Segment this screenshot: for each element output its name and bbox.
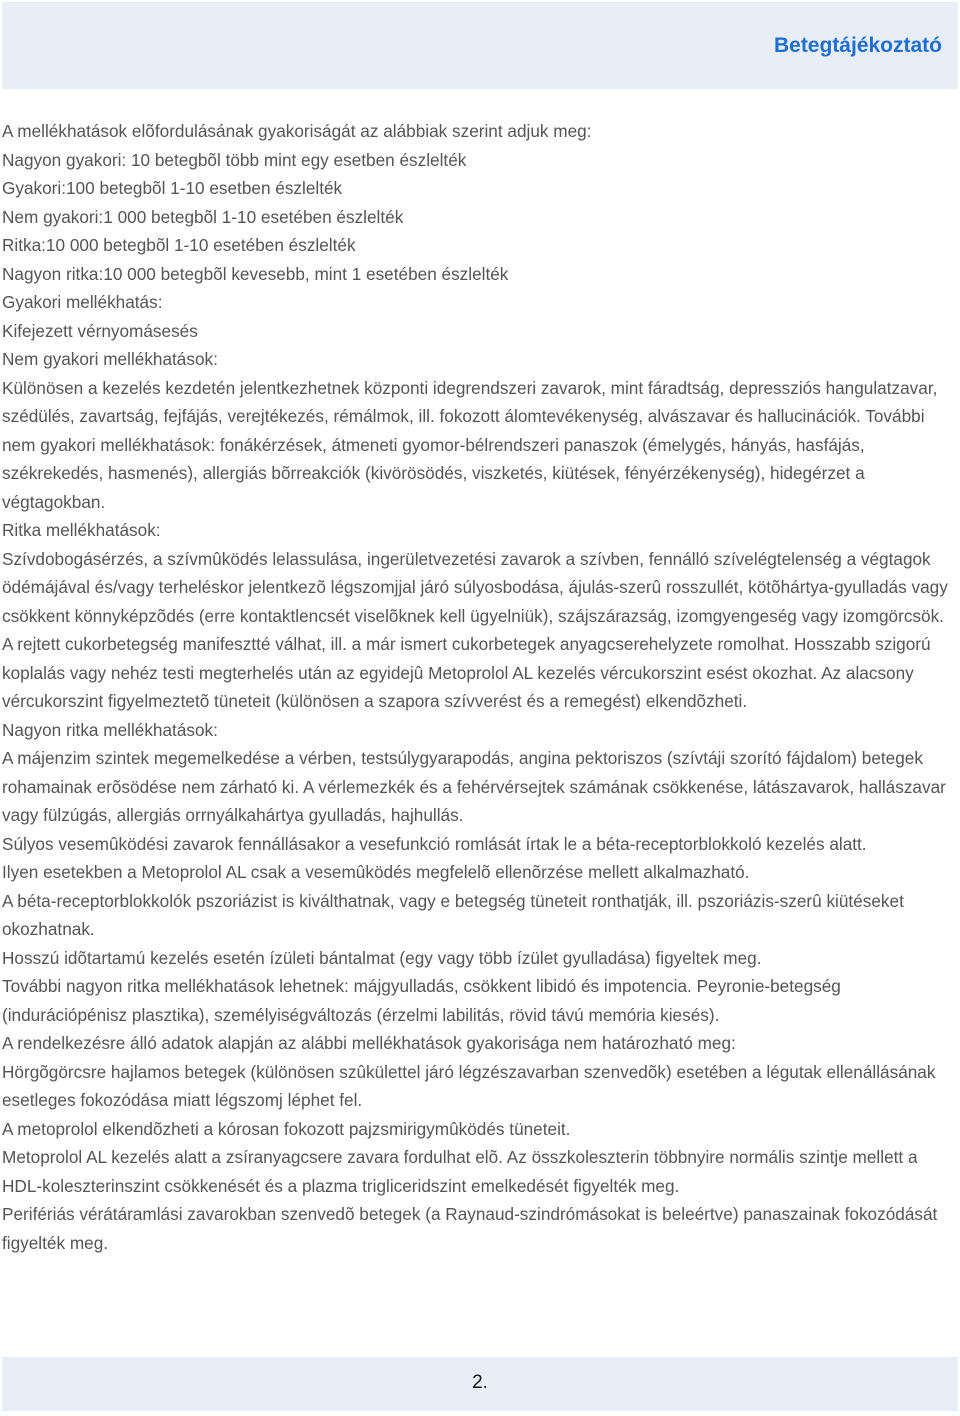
section-heading: Nagyon ritka mellékhatások: bbox=[2, 719, 218, 740]
paragraph: Különösen a kezelés kezdetén jelentkezhetnek központi idegrendszeri zavarok, mint fáradtság, depressziós hangulatzavar, szédülés, zavartság, fejfájás, verejtékezés, rémálmok, ill. fokozott álomtevékenység, alvászavar és hallucinációk. További nem gyakori mellékhatások: fonákérzések, átmeneti gyomor-bélrendszeri panaszok (émelygés, hányás, hasfájás, székrekedés, hasmenés), allergiás bõrreakciók (kivörösödés, viszketés, kiütések, fényérzékenység), hidegérzet a végtagokban. bbox=[2, 377, 938, 512]
paragraph: Hosszú idõtartamú kezelés esetén ízületi bántalmat (egy vagy több ízület gyulladása) figyeltek meg. bbox=[2, 947, 762, 968]
main-content bbox=[2, 117, 958, 1257]
paragraph: Nagyon gyakori: 10 betegbõl több mint egy esetben észlelték bbox=[2, 149, 467, 170]
paragraph: Ilyen esetekben a Metoprolol AL csak a vesemûködés megfelelõ ellenõrzése mellett alkalmazható. bbox=[2, 862, 750, 882]
paragraph: Metoprolol AL kezelés alatt a zsíranyagcsere zavara fordulhat elõ. Az összkoleszterin többnyire normális szintje mellett a HDL-koleszterinszint csökkenését és a plazma trigliceridszint emelkedését figyelték meg. bbox=[2, 1147, 918, 1196]
header-band bbox=[2, 2, 958, 89]
paragraph: Nem gyakori:1 000 betegbõl 1-10 esetében észlelték bbox=[2, 206, 404, 227]
paragraph: A mellékhatások elõfordulásának gyakoriságát az alábbiak szerint adjuk meg: bbox=[2, 121, 592, 141]
paragraph: Szívdobogásérzés, a szívmûködés lelassulása, ingerületvezetési zavarok a szívben, fennálló szívelégtelenség a végtagok ödémájával és/vagy terheléskor jelentkezõ légszomjjal járó súlyosbodása, ájulás-szerû rosszullét, kötõhártya-gyulladás vagy csökkent könnyképzõdés (erre kontaktlencsét viselõknek kell ügyelniük), szájszárazság, izomgyengeség vagy izomgörcsök. A rejtett cukorbetegség manifesztté válhat, ill. a már ismert cukorbetegek anyagcserehelyzete romolhat. Hosszabb szigorú koplalás vagy nehéz testi megterhelés után az egyidejû Metoprolol AL kezelés vércukorszint esést okozhat. Az alacsony vércukorszint figyelmeztetõ tüneteit (különösen a szapora szívverést és a remegést) elkendõzheti. bbox=[2, 548, 948, 711]
section-heading: Ritka mellékhatások: bbox=[2, 520, 161, 540]
page-number: 2. bbox=[472, 1372, 488, 1393]
paragraph: Ritka:10 000 betegbõl 1-10 esetében észlelték bbox=[2, 235, 356, 255]
paragraph: Gyakori:100 betegbõl 1-10 esetben észlelték bbox=[2, 178, 343, 198]
paragraph: A rendelkezésre álló adatok alapján az alábbi mellékhatások gyakorisága nem határozható meg: bbox=[2, 1033, 736, 1053]
paragraph: Nagyon ritka:10 000 betegbõl kevesebb, mint 1 esetében észlelték bbox=[2, 263, 509, 284]
footer-band bbox=[2, 1357, 958, 1411]
paragraph: Hörgõgörcsre hajlamos betegek (különösen szûkülettel járó légzészavarban szenvedõk) esetében a légutak ellenállásának esetleges fokozódása miatt légszomj léphet fel. bbox=[2, 1061, 936, 1110]
paragraph: Perifériás vérátáramlási zavarokban szenvedõ betegek (a Raynaud-szindrómásokat is beleértve) panaszainak fokozódását figyelték meg. bbox=[2, 1204, 938, 1253]
paragraph: Súlyos vesemûködési zavarok fennállásakor a vesefunkció romlását írtak le a béta-receptorblokkoló kezelés alatt. bbox=[2, 833, 867, 854]
document-title: Betegtájékoztató bbox=[773, 34, 942, 57]
paragraph: A béta-receptorblokkolók pszoriázist is kiválthatnak, vagy e betegség tüneteit ronthatják, ill. pszoriázis-szerû kiütéseket okozhatnak. bbox=[2, 890, 904, 939]
section-heading: Gyakori mellékhatás: bbox=[2, 292, 163, 312]
paragraph: A metoprolol elkendõzheti a kórosan fokozott pajzsmirigymûködés tüneteit. bbox=[2, 1118, 571, 1139]
section-heading: Nem gyakori mellékhatások: bbox=[2, 349, 218, 369]
paragraph: A májenzim szintek megemelkedése a vérben, testsúlygyarapodás, angina pektoriszos (szívtáji szorító fájdalom) betegek rohamainak erõsödése nem zárható ki. A vérlemezkék és a fehérvérsejtek számának csökkenése, látászavarok, hallászavar vagy fülzúgás, allergiás orrnyálkahártya gyulladás, hajhullás. bbox=[2, 748, 946, 825]
paragraph: Kifejezett vérnyomásesés bbox=[2, 320, 198, 341]
paragraph: További nagyon ritka mellékhatások lehetnek: májgyulladás, csökkent libidó és impotencia. Peyronie-betegség (indurációpénisz plasztika), személyiségváltozás (érzelmi labilitás, rövid távú memória kiesés). bbox=[2, 976, 841, 1025]
